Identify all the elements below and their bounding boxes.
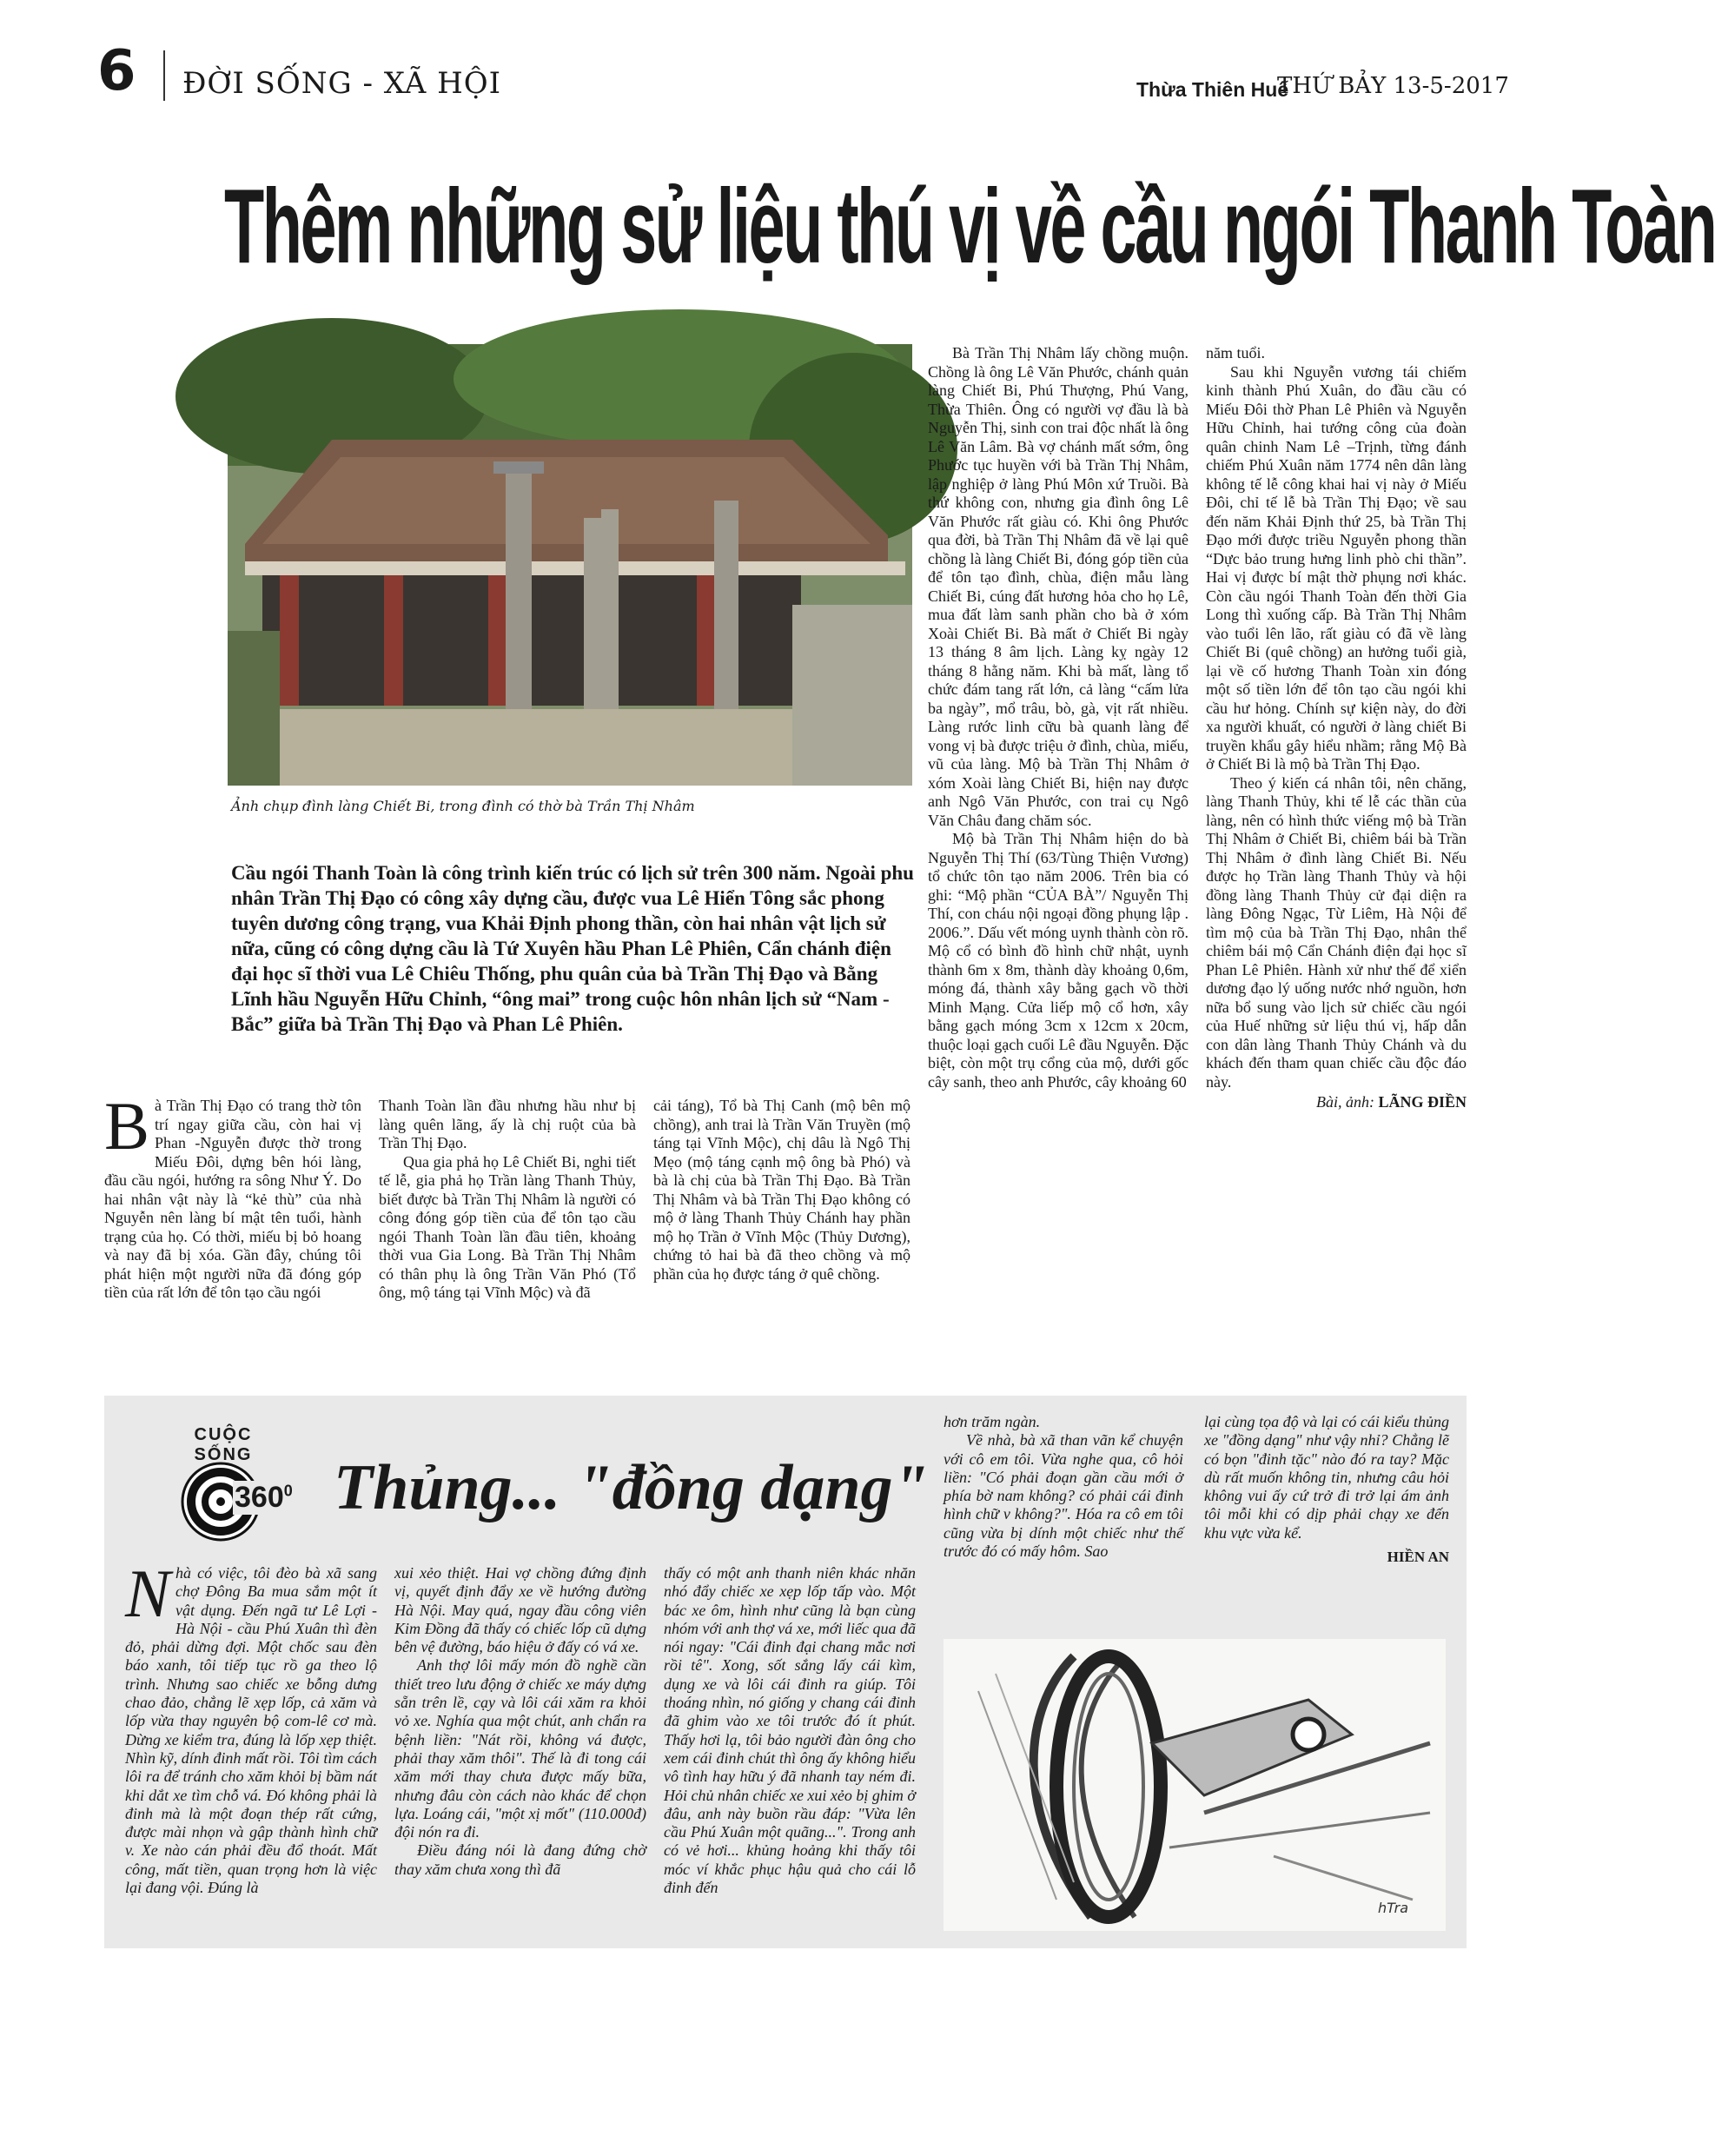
logo-number-value: 360 bbox=[235, 1481, 284, 1514]
box-author: HIỀN AN bbox=[1387, 1549, 1449, 1566]
box-column-3 bbox=[664, 1564, 916, 1897]
drop-cap: B bbox=[104, 1088, 150, 1164]
sketch-signature: hTra bbox=[1378, 1900, 1409, 1916]
box-text: hơn trăm ngàn. bbox=[944, 1413, 1041, 1430]
box-text: thấy có một anh thanh niên khác nhăn nhó đẩy chiếc xe xẹp lốp tấp vào. Một bác xe ôm, hình như cũng là bạn cùng nhóm với anh thợ vá xe, mới liếc qua đã nói ngay: "Cái đinh đại chang mắc nơi rồi tê". Xong, sốt sắng lấy cái kìm, dụng xe và lôi cái đinh ra giúp. Tôi thoáng nhìn, nó giống y chang cái đinh đã ghim vào xe tôi trước đó ít phút. Thấy hơi lạ, tôi bảo người đàn ông cho xem cái đinh chút thì ông ấy không hiểu vô tình hay hữu ý đã nhanh tay ném đi. Hỏi chủ nhân chiếc xe xui xẻo bị ghim ở đâu, anh này buồn rầu đáp: "Vừa lên cầu Phú Xuân một quãng...". Trong anh có vẻ hơi... khủng hoảng khi thấy tôi móc ví khắc phục hậu quả cho cái lỗ đinh đến bbox=[664, 1564, 917, 1897]
article-column-2 bbox=[379, 1097, 636, 1303]
article-text: Bà Trần Thị Nhâm lấy chồng muộn. Chồng là ông Lê Văn Phước, chánh quản làng Chiết Bi, Phú Thượng, Phú Vang, Thừa Thiên. Ông có người vợ đầu là bà Nguyễn Thị, sinh con trai độc nhất là ông Lê Văn Lâm. Bà vợ chánh mất sớm, ông Phước tục huyền với bà Trần Thị Nhâm, lập nghiệp ở làng Phú Môn xứ Truồi. Bà thứ không con, nhưng gia đình ông Lê Văn Phước rất giàu có. Khi ông Phước qua đời, bà Trần Thị Nhâm đã về lại quê chồng là làng Chiết Bi, đóng góp tiền của để tôn tạo đình, chùa, điện mẫu làng Chiết Bi, cúng đất hương hỏa cho họ Lê, mua đất làm sanh phần cho bà ở xóm Xoài Chiết Bi. Bà mất ở Chiết Bi ngày 13 tháng 8 âm lịch. Làng kỵ ngày 12 tháng 8 hằng năm. Khi bà mất, làng tổ chức đám tang rất lớn, cả làng “cấm lửa ba ngày”, mổ trâu, bò, gà, vịt rất nhiều. Làng rước linh cữu bà quanh làng để vong vị bà được triệu ở đình, chùa, miếu, vũ của làng. Mộ bà Trần Thị Nhâm ở xóm Xoài làng Chiết Bi, hiện nay được anh Ngô Văn Phước, con trai cụ Ngô Văn Châu đang chăm sóc. bbox=[928, 344, 1189, 829]
article-text: Qua gia phả họ Lê Chiết Bi, nghi tiết tế lễ, gia phả họ Trần làng Thanh Thủy, biết được bà Trần Thị Nhâm là người có công đóng góp tiền của để tôn tạo cầu ngói Thanh Toàn lần đầu tiên, khoảng thời vua Gia Long. Bà Trần Thị Nhâm có thân phụ là ông Trần Văn Phó (Tổ ông, mộ táng tại Vĩnh Mộc) và đã bbox=[379, 1152, 636, 1301]
article-text: Theo ý kiến cá nhân tôi, nên chăng, làng Thanh Thủy, khi tế lễ các thần của làng, nên có hình thức viếng mộ bà Trần Thị Nhâm ở Chiết Bi, chiêm bái bà Trần Thị Nhâm ở đình làng Chiết Bi. Nếu được họ Trần làng Thanh Thủy và hội đồng làng Thanh Thủy cử đại diện ra làng Đông Ngạc, Từ Liêm, Hà Nội để tìm mộ của bà Trần Thị Đạo, nhân thể chiêm bái mộ Cẩn Chánh điện đại học sĩ Phan Lê Phiên. Hành xử như thế để xiển dương đạo lý uống nước nhớ nguồn, hơn nữa bổ sung vào lịch sử chiếc cầu ngói của Huế những sử liệu thú vị, hấp dẫn con dân làng Thanh Thủy Chánh và du khách đến tham quan chiếc cầu độc đáo này. bbox=[1206, 773, 1467, 1091]
article-photo bbox=[228, 344, 912, 786]
article-text: à Trần Thị Đạo có trang thờ tôn trí ngay giữa cầu, còn hai vị Phan -Nguyễn được thờ trong Miếu Đôi, dựng bên hói làng, đầu cầu ngói, hướng ra sông Như Ý. Do hai nhân vật này là “kẻ thù” của nhà Nguyễn nên làng bí mật tên tuổi, hành trạng của họ. Có thời, miếu bị bỏ hoang và nay đã bị xóa. Gần đây, chúng tôi phát hiện một người nữa đã đóng góp tiền của rất lớn để tôn tạo cầu ngói bbox=[104, 1097, 361, 1301]
box-column-2 bbox=[394, 1564, 646, 1879]
drop-cap: N bbox=[125, 1556, 171, 1631]
article-column-5 bbox=[1206, 344, 1467, 1112]
headline: Thêm những sử liệu thú vị về cầu ngói Thanh Toàn bbox=[224, 167, 1715, 285]
logo-number bbox=[233, 1481, 295, 1515]
lead-paragraph: Cầu ngói Thanh Toàn là công trình kiến trúc có lịch sử trên 300 năm. Ngoài phu nhân Trần Thị Đạo có công xây dựng cầu, được vua Lê Hiển Tông sắc phong tuyên dương công trạng, vua Khải Định phong thần, còn hai nhân vật lịch sử nữa, cũng có công dựng cầu là Tứ Xuyên hầu Phan Lê Phiên, Cẩn chánh điện đại học sĩ thời vua Lê Chiêu Thống, phu quân của bà Trần Thị Đạo và Bằng Lĩnh hầu Nguyễn Hữu Chỉnh, “ông mai” trong cuộc hôn nhân lịch sử “Nam - Bắc” giữa bà Trần Thị Đạo và Phan Lê Phiên. bbox=[231, 862, 914, 1035]
box-text: lại cùng tọa độ và lại có cái kiểu thủng xe "đồng dạng" như vậy nhỉ? Chẳng lẽ có bọn "đinh tặc" nào đó ra tay? Mặc dù rất muốn không tin, nhưng câu hỏi không vui ấy cứ trở đi trở lại ám ảnh tôi mỗi khi có dịp phải chạy xe đến khu vực vừa kể. bbox=[1204, 1413, 1449, 1542]
article-text: năm tuổi. bbox=[1206, 344, 1265, 362]
logo-degree: 0 bbox=[283, 1482, 293, 1500]
box-column-1 bbox=[125, 1556, 377, 1897]
article-column-3 bbox=[653, 1097, 910, 1284]
byline-label: Bài, ảnh: bbox=[1315, 1093, 1374, 1111]
box-text: hà có việc, tôi đèo bà xã sang chợ Đông Ba mua sắm một ít vật dụng. Đến ngã tư Lê Lợi - Hà Nội - cầu Phú Xuân thì đèn đỏ, phải dừng đợi. Một chốc sau đèn báo xanh, tôi tiếp tục rồ ga theo lộ trình. Nhưng sao chiếc xe bỗng dưng chao đảo, chẳng lẽ xẹp lốp, cả xăm và lốp vừa thay nguyên bộ com-lê cơ mà. Dừng xe kiểm tra, đúng là lốp xẹp thiệt. Nhìn kỹ, dính đinh mất rồi. Tôi tìm cách lôi ra để tránh cho xăm khỏi bị bầm nát khi dắt xe tìm chỗ vá. Đó không phải là đinh mà là một đoạn thép rất cứng, được mài nhọn và gập thành hình chữ v. Xe nào cán phải đều đổ thoát. Mất công, mất tiền, quan trọng hơn là việc lại đang vội. Đúng là bbox=[125, 1564, 377, 1897]
article-column-1 bbox=[104, 1088, 361, 1303]
page-number: 6 bbox=[97, 39, 136, 103]
byline bbox=[1206, 1093, 1467, 1112]
section-title: ĐỜI SỐNG - XÃ HỘI bbox=[182, 66, 502, 101]
byline-name: LÃNG ĐIỀN bbox=[1378, 1093, 1467, 1111]
article-text: cải táng), Tổ bà Thị Canh (mộ bên mộ chồng), anh trai là Trần Văn Truyền (mộ táng tại Vĩnh Mộc), chị dâu là Ngô Thị Mẹo (mộ táng cạnh mộ ông bà Phó) và bà là chị của bà Trần Thị Đạo. Bà Trần Thị Nhâm và bà Trần Thị Đạo không có mộ ở làng Thanh Thủy Chánh hay phần mộ họ Trần ở Vĩnh Mộc (Thủy Dương), chứng tỏ hai bà đã theo chồng và mộ phần của họ được táng ở quê chồng. bbox=[653, 1097, 910, 1283]
box-column-5 bbox=[1204, 1413, 1449, 1566]
logo-label: CUỘC SỐNG bbox=[194, 1425, 253, 1464]
motorbike-sketch bbox=[944, 1639, 1446, 1931]
header-divider bbox=[163, 50, 165, 101]
article-text: Mộ bà Trần Thị Nhâm hiện do bà Nguyễn Thị Thí (63/Tùng Thiện Vương) tổ chức tôn tạo năm 2006. Trên bia có ghi: “Mộ phần “CỦA BÀ”/ Nguyễn Thị Thí, con cháu nội ngoại đồng phụng lập . 2006.”. Dấu vết móng uynh thành còn rõ. Mộ cổ có bình đồ hình chữ nhật, uynh thành 6m x 8m, thành dày khoảng 0,6m, móng đá, thành xây bằng gạch vồ thời Minh Mạng. Cửa liếp mộ cổ hơn, xây bằng gạch móng 3cm x 12cm x 20cm, thuộc loại gạch cuối Lê đầu Nguyễn. Đặc biệt, còn một trụ cổng của mộ, dưới gốc cây sanh, theo anh Phước, cây khoảng 60 bbox=[928, 830, 1189, 1091]
photo-caption: Ảnh chụp đình làng Chiết Bi, trong đình có thờ bà Trần Thị Nhâm bbox=[231, 798, 695, 814]
article-text: Thanh Toàn lần đầu nhưng hầu như bị làng quên lãng, ấy là chị ruột của bà Trần Thị Đạo. bbox=[379, 1097, 636, 1151]
issue-date: THỨ BẢY 13-5-2017 bbox=[1277, 73, 1509, 99]
article-text: Sau khi Nguyễn vương tái chiếm kinh thành Phú Xuân, do đầu cầu có Miếu Đôi thờ Phan Lê Phiên và Nguyễn Hữu Chỉnh, hai tướng công của đoàn quân chinh Nam Lê –Trịnh, từng đánh chiếm Phú Xuân năm 1774 nên dân làng không tế lễ công khai hai vị này ở Miếu Đôi, chỉ tế lễ bà Trần Thị Đạo; về sau đến năm Khải Định thứ 25, bà Trần Thị Đạo mới được triều Nguyễn phong thần “Dực bảo trung hưng linh phò chi thần”. Hai vị được bí mật thờ phụng nơi khác. Còn cầu ngói Thanh Toàn đến thời Gia Long thì xuống cấp. Bà Trần Thị Nhâm vào tuổi lên lão, rất giàu có đã về làng Chiết Bi (quê chồng) an hưởng tuổi già, lại về cố hương Thanh Toàn xin đóng một số tiền lớn để tôn tạo cầu ngói khi cầu hư hỏng. Chính sự kiện này, do đời xa người khuất, có người ở làng chiết Bi truyền khẩu gây hiểu nhầm; rằng Mộ Bà ở Chiết Bi là mộ bà Trần Thị Đạo. bbox=[1206, 362, 1467, 773]
box-text: Anh thợ lôi mấy món đồ nghề cần thiết treo lưu động ở chiếc xe máy dựng sẵn trên lề, cạy và lôi cái xăm ra khỏi vỏ xe. Nghía qua một chút, anh chẩn ra bệnh liền: "Nát rồi, không vá được, phải thay xăm thôi". Thế là đi tong cái xăm mới thay chưa được mấy bữa, nhưng đâu còn cách nào khác để chọn lựa. Loáng cái, "một xị mốt" (110.000đ) đội nón ra đi. bbox=[394, 1656, 646, 1841]
column-title: Thủng... "đồng dạng" bbox=[334, 1452, 929, 1523]
article-column-4 bbox=[928, 344, 1189, 1091]
box-text: Về nhà, bà xã than vãn kể chuyện với cô em tôi. Vừa nghe qua, cô hỏi liền: "Có phải đoạn gần cầu mới ở phía bờ nam không? có phải cái đinh hình chữ v không?". Hóa ra cô em tôi cũng vừa bị dính một chiếc như thế trước đó có mấy hôm. Sao bbox=[944, 1431, 1183, 1561]
box-text: Điều đáng nói là đang đứng chờ thay xăm chưa xong thì đã bbox=[394, 1841, 646, 1878]
box-column-4 bbox=[944, 1413, 1183, 1561]
paper-name: Thừa Thiên Huế bbox=[1136, 78, 1289, 101]
box-text: xui xẻo thiệt. Hai vợ chồng đứng định vị, quyết định đẩy xe về hướng đường Hà Nội. May quá, ngay đầu công viên Kim Đồng đã thấy có chiếc lốp cũ dựng bên vệ đường, báo hiệu ở đấy có vá xe. bbox=[394, 1564, 646, 1656]
